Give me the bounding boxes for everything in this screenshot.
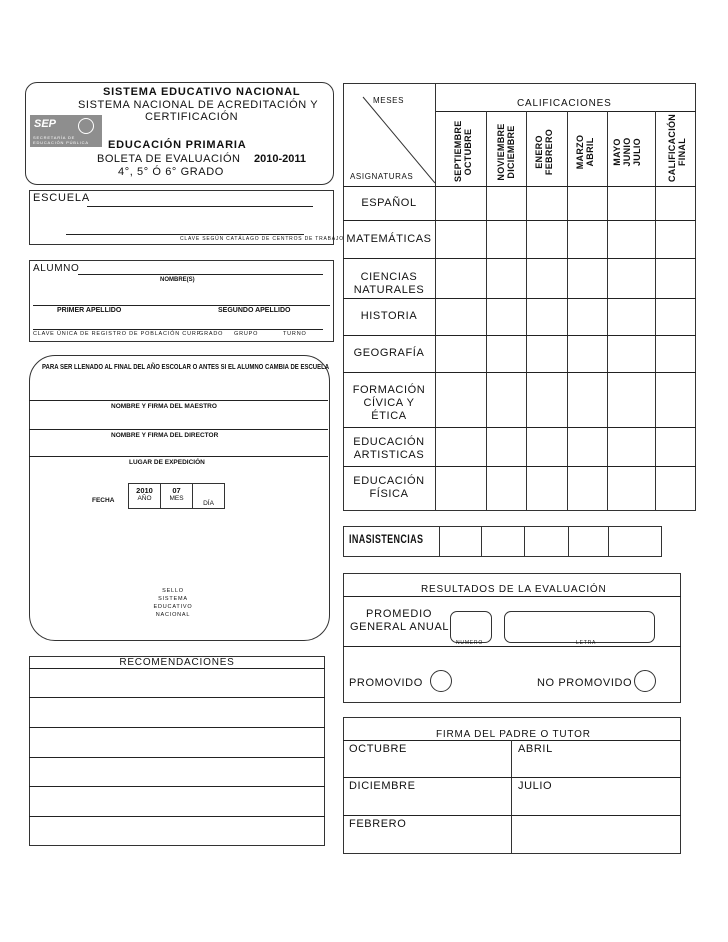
firma-julio[interactable]: JULIO xyxy=(518,780,553,792)
grades-meses: MESES xyxy=(373,96,405,105)
fecha-anio-val: 2010 xyxy=(136,486,153,495)
maestro-line[interactable] xyxy=(29,400,328,401)
alumno-grado: GRADO xyxy=(199,331,224,337)
resultados-promovido: PROMOVIDO xyxy=(349,677,423,689)
fecha-anio-cell[interactable] xyxy=(129,484,161,509)
escuela-line2[interactable] xyxy=(66,234,304,235)
final-title: PARA SER LLENADO AL FINAL DEL AÑO ESCOLAR O ANTES SI EL ALUMNO CAMBIA DE ESCUELA xyxy=(42,362,330,371)
subject-4-a: GEOGRAFÍA xyxy=(353,347,425,359)
rec-line-3[interactable] xyxy=(29,757,325,758)
escuela-label: ESCUELA xyxy=(33,192,90,204)
subject-ciencias xyxy=(343,271,435,297)
grid-row-6 xyxy=(343,427,696,428)
alumno-curp: CLAVE ÚNICA DE REGISTRO DE POBLACIÓN CURP xyxy=(33,331,202,337)
rec-line-4[interactable] xyxy=(29,786,325,787)
final-director: NOMBRE Y FIRMA DEL DIRECTOR xyxy=(111,432,219,439)
sello-4: NACIONAL xyxy=(155,612,191,618)
period-2 xyxy=(534,122,554,182)
resultados-title: RESULTADOS DE LA EVALUACIÓN xyxy=(421,584,607,595)
inas-col-4[interactable] xyxy=(608,526,609,557)
period-3-b: ABRIL xyxy=(585,137,595,167)
recomendaciones-title: RECOMENDACIONES xyxy=(119,657,235,668)
firma-title-line xyxy=(343,740,681,741)
promedio-letra-box[interactable] xyxy=(504,611,655,643)
grid-col-3 xyxy=(567,111,568,511)
header-year: 2010-2011 xyxy=(254,153,306,165)
alumno-primer: PRIMER APELLIDO xyxy=(57,307,122,314)
resultados-promedio1: PROMEDIO xyxy=(366,608,433,620)
grid-row-2 xyxy=(343,258,696,259)
period-4-c: JULIO xyxy=(632,138,642,167)
grid-col-0 xyxy=(435,83,436,511)
firma-title: FIRMA DEL PADRE O TUTOR xyxy=(436,729,591,740)
grid-row-1 xyxy=(343,220,696,221)
sep-logo-sub2: EDUCACIÓN PÚBLICA xyxy=(33,140,89,145)
subject-3-a: HISTORIA xyxy=(360,310,418,322)
subject-2-b: NATURALES xyxy=(353,284,425,296)
grid-col-4 xyxy=(607,111,608,511)
subject-fisica xyxy=(343,475,435,501)
header-line2: SISTEMA NACIONAL DE ACREDITACIÓN Y xyxy=(78,99,319,111)
period-3-a: MARZO xyxy=(575,134,585,170)
lugar-line[interactable] xyxy=(29,456,328,457)
subject-0-a: ESPAÑOL xyxy=(361,197,417,209)
subject-2-a: CIENCIAS xyxy=(360,271,418,283)
sep-logo-text: SEP xyxy=(34,118,57,130)
rec-line-1[interactable] xyxy=(29,697,325,698)
firma-diciembre[interactable]: DICIEMBRE xyxy=(349,780,416,792)
firma-abril[interactable]: ABRIL xyxy=(518,743,553,755)
firma-row-1 xyxy=(343,777,681,778)
inas-col-0[interactable] xyxy=(439,526,440,557)
grid-col-1 xyxy=(486,111,487,511)
period-0-a: SEPTIEMBRE xyxy=(453,120,463,182)
director-line[interactable] xyxy=(29,429,328,430)
grid-row-0 xyxy=(343,186,696,187)
grid-row-5 xyxy=(343,372,696,373)
rec-line-5[interactable] xyxy=(29,816,325,817)
promedio-numero-box[interactable] xyxy=(450,611,492,643)
subject-geografia xyxy=(343,347,435,360)
final-lugar: LUGAR DE EXPEDICIÓN xyxy=(129,459,205,466)
grades-asignaturas: ASIGNATURAS xyxy=(350,172,414,181)
period-4-b: JUNIO xyxy=(622,137,632,167)
period-0 xyxy=(453,122,473,182)
grid-col-2 xyxy=(526,111,527,511)
fecha-table xyxy=(128,483,225,509)
sello-3: EDUCATIVO xyxy=(153,604,193,610)
final-maestro: NOMBRE Y FIRMA DEL MAESTRO xyxy=(111,403,217,410)
subject-6-a: EDUCACIÓN xyxy=(353,436,425,448)
subject-5-a: FORMACIÓN xyxy=(352,384,426,396)
period-3 xyxy=(575,122,595,182)
alumno-nombres: NOMBRE(S) xyxy=(160,277,195,283)
fecha-dia-cell[interactable] xyxy=(193,484,225,509)
no-promovido-radio[interactable] xyxy=(634,670,656,692)
header-diagonal xyxy=(343,83,435,186)
sello-1: SELLO xyxy=(162,588,184,594)
fecha-mes: MES xyxy=(169,495,184,502)
grid-row-7 xyxy=(343,466,696,467)
alumno-apellidos-line[interactable] xyxy=(33,305,330,306)
subject-7-a: EDUCACIÓN xyxy=(353,475,425,487)
alumno-turno: TURNO xyxy=(283,331,307,337)
resultados-no-promovido: NO PROMOVIDO xyxy=(537,677,633,689)
escuela-line1[interactable] xyxy=(87,206,313,207)
alumno-label: ALUMNO xyxy=(33,263,80,274)
period-4 xyxy=(612,122,642,182)
recomendaciones-box xyxy=(29,656,325,846)
period-1-b: DICIEMBRE xyxy=(506,125,516,179)
period-4-a: MAYO xyxy=(612,138,622,166)
period-0-b: OCTUBRE xyxy=(463,128,473,176)
subject-historia xyxy=(343,310,435,323)
grades-calificaciones: CALIFICACIONES xyxy=(517,98,612,109)
firma-octubre[interactable]: OCTUBRE xyxy=(349,743,407,755)
escuela-clave: CLAVE SEGÚN CATÁLAGO DE CENTROS DE TRABAJO xyxy=(180,236,344,242)
subject-5-b: CÍVICA Y xyxy=(363,397,415,409)
promovido-radio[interactable] xyxy=(430,670,452,692)
firma-febrero[interactable]: FEBRERO xyxy=(349,818,407,830)
header-line6: 4°, 5° Ó 6° GRADO xyxy=(118,166,224,178)
inasistencias-label: INASISTENCIAS xyxy=(349,532,424,546)
resultados-numero: NUMERO xyxy=(456,640,484,646)
firma-col xyxy=(511,740,512,854)
sep-logo xyxy=(30,115,102,147)
subject-7-b: FÍSICA xyxy=(369,488,409,500)
period-5-a: CALIFICACIÓN xyxy=(667,113,677,182)
resultados-mid-line xyxy=(343,646,681,647)
header-line4: EDUCACIÓN PRIMARIA xyxy=(108,139,247,151)
sep-logo-sub1: SECRETARÍA DE xyxy=(33,135,76,140)
header-line3: CERTIFICACIÓN xyxy=(145,111,239,123)
alumno-grupo: GRUPO xyxy=(234,331,259,337)
grid-row-4 xyxy=(343,335,696,336)
fecha-mes-val: 07 xyxy=(172,486,181,495)
period-5-b: FINAL xyxy=(677,138,687,166)
fecha-mes-cell[interactable] xyxy=(161,484,193,509)
grades-header-top xyxy=(435,111,696,112)
inas-col-2[interactable] xyxy=(524,526,525,557)
subject-6-b: ARTISTICAS xyxy=(353,449,425,461)
alumno-curp-line[interactable] xyxy=(33,329,323,330)
subject-5-c: ÉTICA xyxy=(371,410,407,422)
period-2-a: ENERO xyxy=(534,135,544,169)
resultados-letra: LETRA xyxy=(576,640,597,646)
header-line1: SISTEMA EDUCATIVO NACIONAL xyxy=(103,86,301,98)
final-fecha: FECHA xyxy=(92,497,115,504)
grid-row-3 xyxy=(343,298,696,299)
rec-line-0 xyxy=(29,668,325,669)
period-1 xyxy=(496,122,516,182)
eagle-icon xyxy=(78,118,94,134)
period-2-b: FEBRERO xyxy=(544,128,554,176)
grid-col-5 xyxy=(655,111,656,511)
subject-espanol xyxy=(343,197,435,210)
alumno-segundo: SEGUNDO APELLIDO xyxy=(218,307,291,314)
subject-1-a: MATEMÁTICAS xyxy=(346,233,432,245)
alumno-name-line[interactable] xyxy=(78,274,323,275)
inas-col-3[interactable] xyxy=(568,526,569,557)
resultados-promedio2: GENERAL ANUAL xyxy=(350,621,450,633)
subject-formacion xyxy=(343,384,435,423)
fecha-anio: AÑO xyxy=(137,495,152,502)
inas-col-1[interactable] xyxy=(481,526,482,557)
firma-row-2 xyxy=(343,815,681,816)
subject-matematicas xyxy=(343,233,435,246)
period-1-a: NOVIEMBRE xyxy=(496,123,506,181)
sello-2: SISTEMA xyxy=(158,596,188,602)
rec-line-2[interactable] xyxy=(29,727,325,728)
fecha-dia: DÍA xyxy=(203,500,214,507)
subject-artisticas xyxy=(343,436,435,462)
period-5 xyxy=(667,113,687,182)
sello xyxy=(148,587,198,619)
header-line5: BOLETA DE EVALUACIÓN xyxy=(97,153,241,165)
resultados-title-line xyxy=(343,596,681,597)
